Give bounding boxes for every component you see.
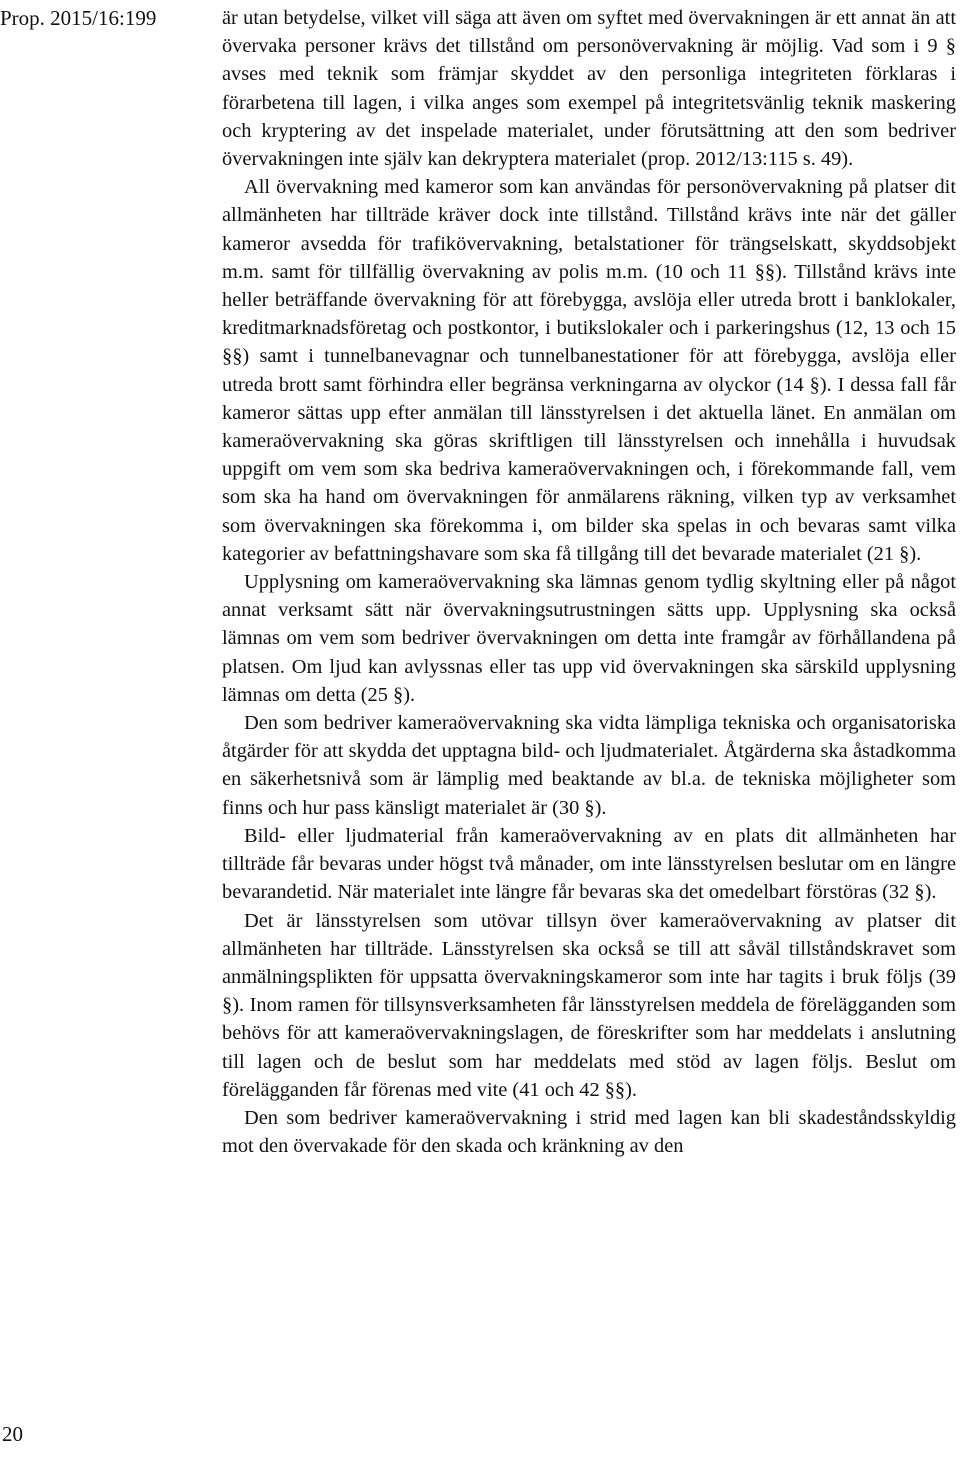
document-reference: Prop. 2015/16:199 [0,6,157,30]
paragraph: All övervakning med kameror som kan användas för personövervakning på platser dit allmänheten har tillträde kräver dock inte tillstånd. Tillstånd krävs inte när det gäller kameror avsedda för trafikövervakning, betalstationer för trängselskatt, skyddsobjekt m.m. samt för tillfällig övervakning av polis m.m. (10 och 11 §§). Tillstånd krävs inte heller beträffande övervakning för att förebygga, avslöja eller utreda brott i banklokaler, kreditmarknadsföretag och postkontor, i butikslokaler och i parkeringshus (12, 13 och 15 §§) samt i tunnelbanevagnar och tunnelbanestationer för att förebygga, avslöja eller utreda brott samt förhindra eller begränsa verkningarna av olyckor (14 §). I dessa fall får kameror sättas upp efter anmälan till länsstyrelsen i det aktuella länet. En anmälan om kameraövervakning ska göras skriftligen till länsstyrelsen och innehålla i huvudsak uppgift om vem som ska bedriva kameraövervakningen och, i förekommande fall, vem som ska ha hand om övervakningen för anmälarens räkning, vilken typ av verksamhet som övervakningen ska förekomma i, om bilder ska spelas in och bevaras samt vilka kategorier av befattningshavare som ska få tillgång till det bevarade materialet (21 §). [222,176,956,565]
paragraph: Den som bedriver kameraövervakning ska vidta lämpliga tekniska och organisatoriska åtgärder för att skydda det upptagna bild- och ljudmaterialet. Åtgärderna ska åstadkomma en säkerhetsnivå som är lämplig med beaktande av bl.a. de tekniska möjligheter som finns och hur pass känsligt materialet är (30 §). [222,712,956,819]
document-body [222,4,956,1160]
page-number: 20 [2,1422,23,1446]
paragraph: Det är länsstyrelsen som utövar tillsyn över kameraövervakning av platser dit allmänheten har tillträde. Länsstyrelsen ska också se till att såväl tillståndskravet som anmälningsplikten för uppsatta övervakningskameror som inte har tagits i bruk följs (39 §). Inom ramen för tillsynsverksamheten får länsstyrelsen meddela de förelägganden som behövs för att kameraövervakningslagen, de föreskrifter som har meddelats i anslutning till lagen och de beslut som har meddelats med stöd av lagen följs. Beslut om förelägganden får förenas med vite (41 och 42 §§). [222,909,956,1101]
paragraph: Upplysning om kameraövervakning ska lämnas genom tydlig skyltning eller på något annat verksamt sätt när övervakningsutrustningen sätts upp. Upplysning ska också lämnas om vem som bedriver övervakningen om detta inte framgår av förhållandena på platsen. Om ljud kan avlyssnas eller tas upp vid övervakningen ska särskild upplysning lämnas om detta (25 §). [222,571,956,706]
paragraph: Bild- eller ljudmaterial från kameraövervakning av en plats dit allmänheten har tillträde får bevaras under högst två månader, om inte länsstyrelsen beslutar om en längre bevarandetid. När materialet inte längre får bevaras ska det omedelbart förstöras (32 §). [222,824,956,904]
paragraph: är utan betydelse, vilket vill säga att även om syftet med övervakningen är ett annat än att övervaka personer krävs det tillstånd om personövervakning är möjlig. Vad som i 9 § avses med teknik som främjar skyddet av den personliga integriteten förklaras i förarbetena till lagen, i vilka anges som exempel på integritetsvänlig teknik maskering och kryptering av det inspelade materialet, under förutsättning att den som bedriver övervakningen inte själv kan dekryptera materialet (prop. 2012/13:115 s. 49). [222,7,956,171]
paragraph: Den som bedriver kameraövervakning i strid med lagen kan bli skadeståndsskyldig mot den övervakade för den skada och kränkning av den [222,1106,956,1158]
